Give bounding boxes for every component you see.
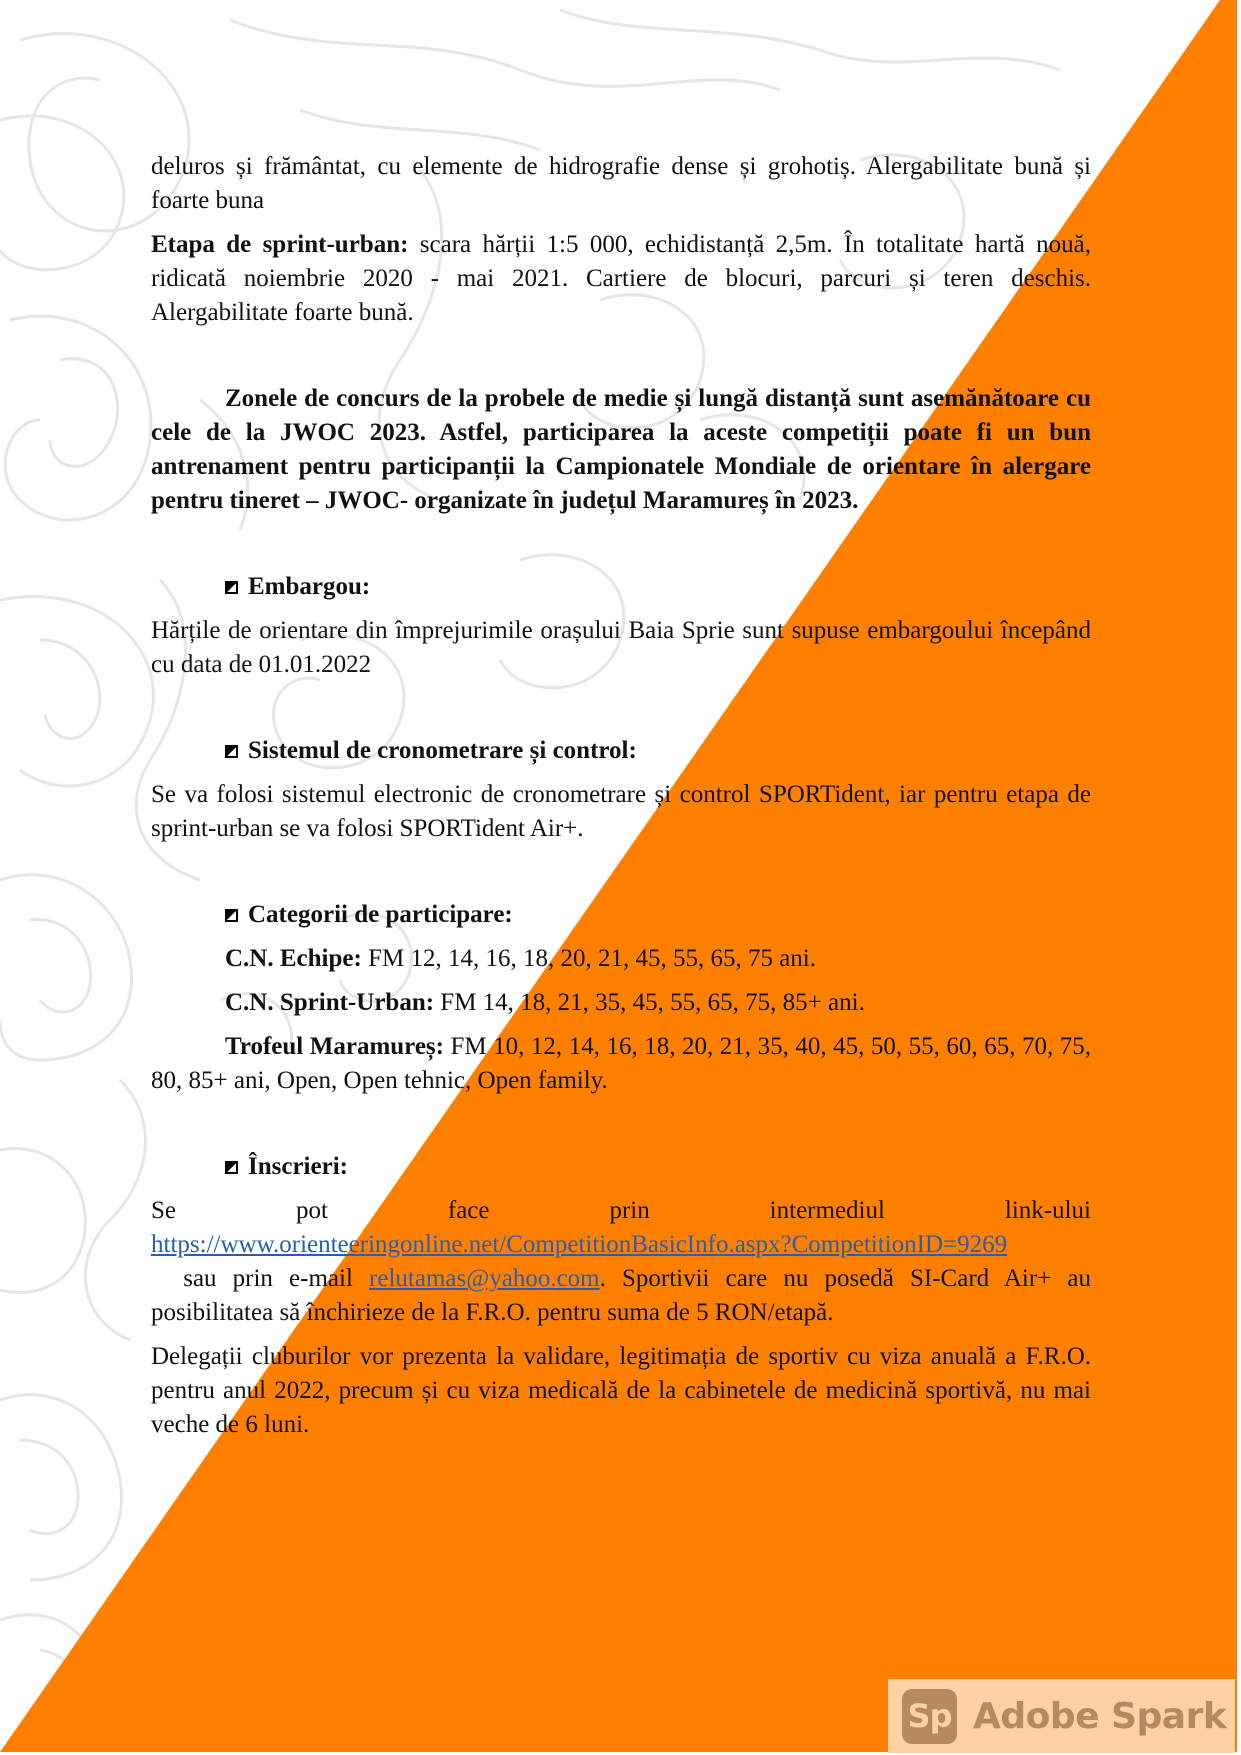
document-body bbox=[151, 150, 1091, 1442]
square-bullet-icon bbox=[225, 909, 238, 922]
square-bullet-icon bbox=[225, 1161, 238, 1174]
registration-heading-text: Înscrieri: bbox=[248, 1153, 348, 1180]
registration-paragraph bbox=[151, 1228, 1091, 1330]
registration-url-link[interactable]: https://www.orienteeringonline.net/CompetitionBasicInfo.aspx?CompetitionID=9269 bbox=[151, 1231, 1008, 1258]
square-bullet-icon bbox=[225, 581, 238, 594]
sprint-stage-label: Etapa de sprint-urban: bbox=[151, 231, 409, 258]
timing-text: Se va folosi sistemul electronic de cronometrare și control SPORTident, iar pentru etapa de sprint-urban se va folosi SPORTident Air+. bbox=[151, 781, 1091, 842]
embargo-heading bbox=[151, 570, 1091, 604]
embargo-heading-text: Embargou: bbox=[248, 573, 371, 600]
embargo-text: Hărțile de orientare din împrejurimile orașului Baia Sprie sunt supuse embargoului începând cu data de 01.01.2022 bbox=[151, 617, 1091, 678]
category-text: FM 10, 12, 14, 16, 18, 20, 21, 35, 40, 45, 50, 55, 60, 65, 70, 75, 80, 85+ ani, Open, Open tehnic, Open family. bbox=[151, 1033, 1092, 1094]
delegates-text: Delegații cluburilor vor prezenta la validare, legitimația de sportiv cu viza anuală a F.R.O. pentru anul 2022, precum și cu viza medicală de la cabinetele de medicină sportivă, nu mai veche de 6 luni. bbox=[151, 1343, 1091, 1438]
category-item bbox=[151, 942, 1091, 976]
adobe-spark-logo-icon: Sp bbox=[902, 1689, 957, 1744]
category-item bbox=[151, 986, 1091, 1020]
registration-heading bbox=[151, 1150, 1091, 1184]
sprint-stage-text: scara hărții 1:5 000, echidistanță 2,5m. În totalitate hartă nouă, ridicată noiembrie 2020 - mai 2021. Cartiere de blocuri, parcuri și teren deschis. Alergabilitate foarte bună. bbox=[151, 231, 1091, 326]
timing-heading bbox=[151, 734, 1091, 768]
timing-heading-text: Sistemul de cronometrare și control: bbox=[248, 737, 637, 764]
jwoc-paragraph: Zonele de concurs de la probele de medie și lungă distanță sunt asemănătoare cu cele de la JWOC 2023. Astfel, participarea la aceste competiții poate fi un bun antrenament pentru participanții la Campionatele Mondiale de orientare în alergare pentru tineret – JWOC- organizate în județul Maramureș în 2023. bbox=[151, 385, 1091, 514]
category-label: Trofeul Maramureș: bbox=[225, 1033, 444, 1060]
categories-heading bbox=[151, 898, 1091, 932]
category-item bbox=[151, 1030, 1091, 1098]
registration-mid-text: sau prin e-mail bbox=[151, 1265, 370, 1292]
category-label: C.N. Echipe: bbox=[225, 945, 362, 972]
adobe-spark-watermark bbox=[888, 1679, 1235, 1753]
registration-tail-text: . Sportivii care nu posedă SI-Card Air+ au posibilitatea să închirieze de la F.R.O. pentru suma de 5 RON/etapă. bbox=[151, 1265, 1092, 1326]
registration-email-link[interactable]: relutamas@yahoo.com bbox=[369, 1265, 600, 1292]
square-bullet-icon bbox=[225, 745, 238, 758]
category-label: C.N. Sprint-Urban: bbox=[225, 989, 435, 1016]
category-text: FM 14, 18, 21, 35, 45, 55, 65, 75, 85+ ani. bbox=[434, 989, 865, 1016]
categories-heading-text: Categorii de participare: bbox=[248, 901, 513, 928]
adobe-spark-brand-text: Adobe Spark bbox=[973, 1695, 1227, 1737]
terrain-description: deluros și frământat, cu elemente de hidrografie dense și grohotiș. Alergabilitate bună și foarte buna bbox=[151, 153, 1091, 214]
registration-lead: Se pot face prin intermediul link-ului bbox=[151, 1197, 1091, 1224]
sprint-stage-paragraph bbox=[151, 228, 1091, 330]
category-text: FM 12, 14, 16, 18, 20, 21, 45, 55, 65, 75 ani. bbox=[361, 945, 816, 972]
